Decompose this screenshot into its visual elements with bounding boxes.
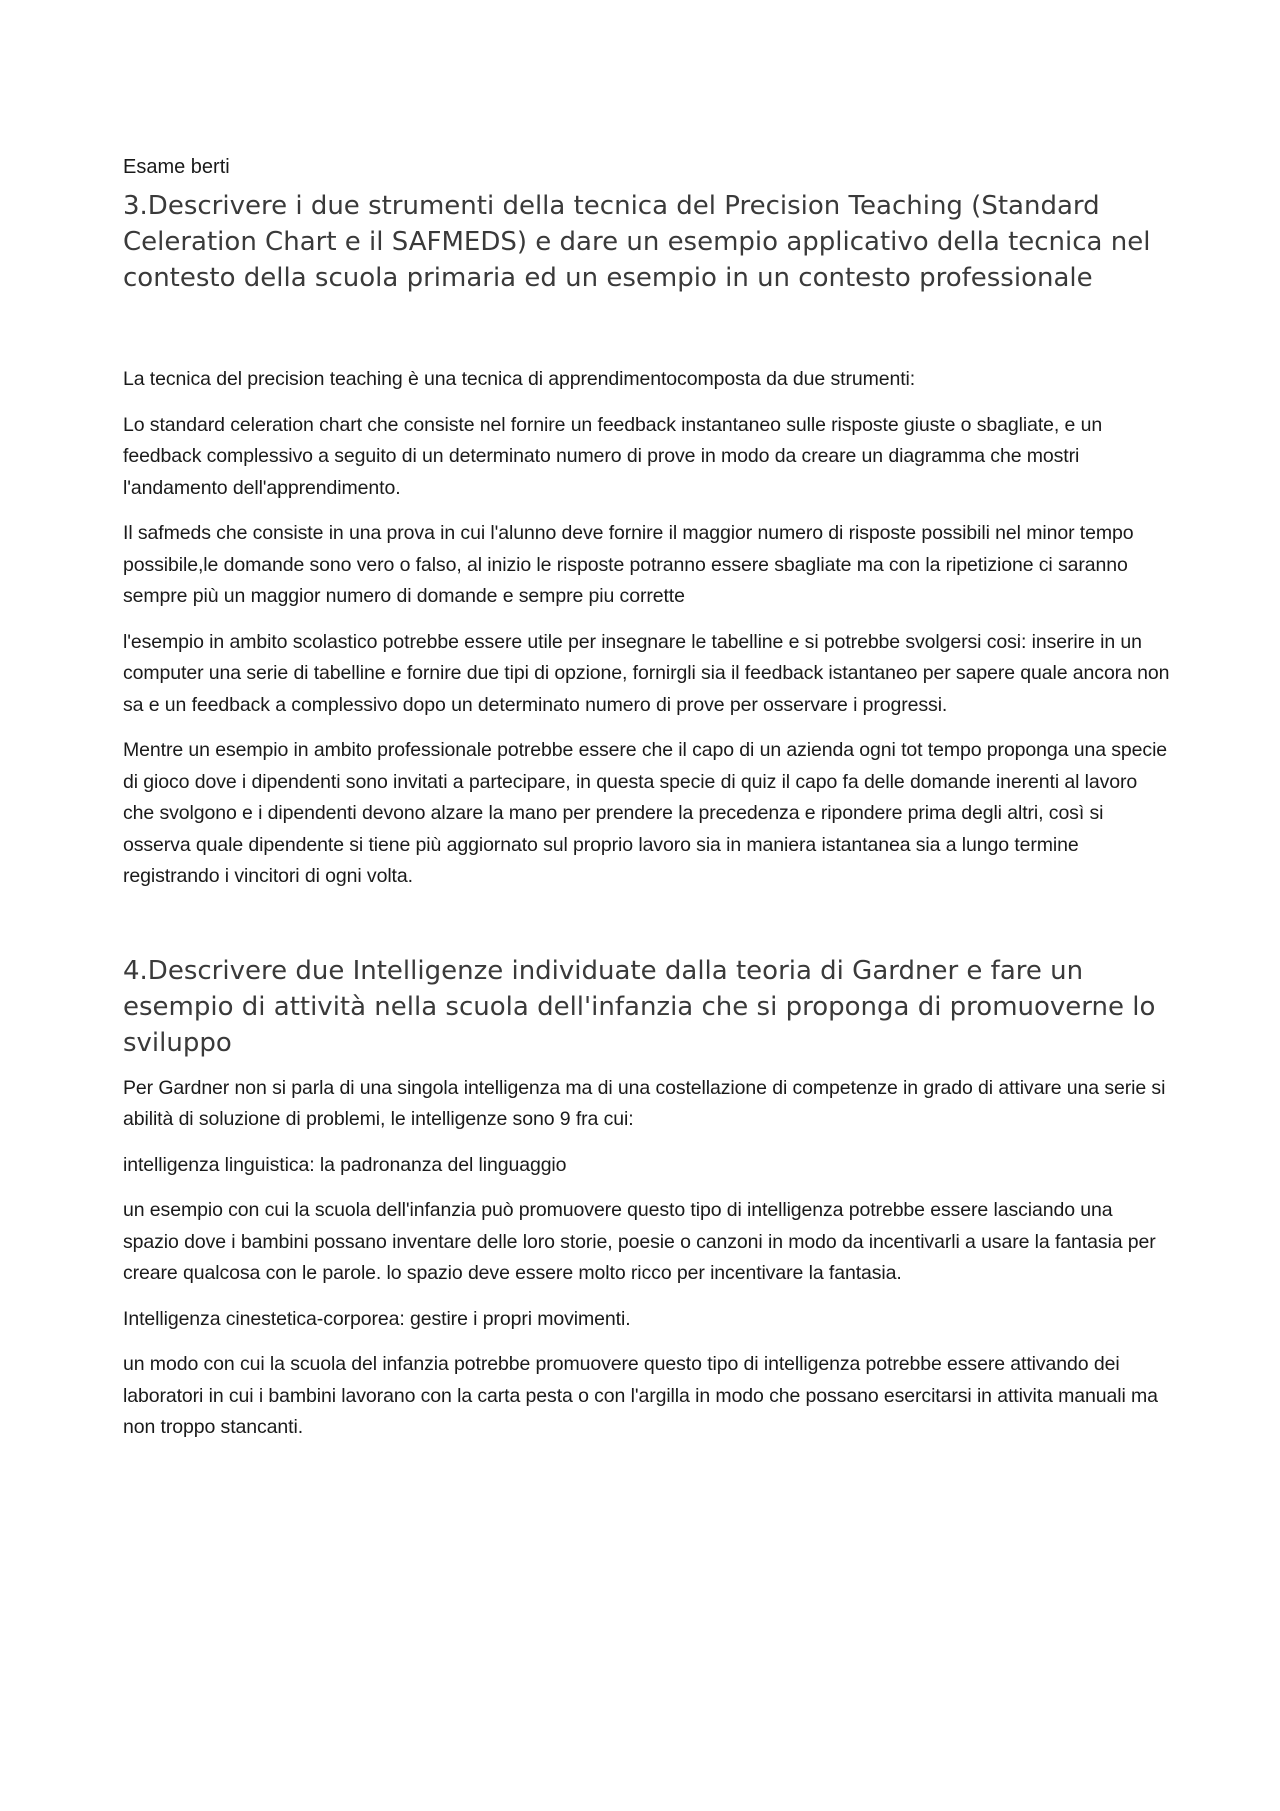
paragraph: Mentre un esempio in ambito professionale potrebbe essere che il capo di un azienda ogni tot tempo proponga una specie di gioco dove i dipendenti sono invitati a partecipare, in questa specie di quiz il capo fa delle domande inerenti al lavoro che svolgono e i dipendenti devono alzare la mano per prendere la precedenza e ripondere prima degli altri, così si osserva quale dipendente si tiene più aggiornato sul proprio lavoro sia in maniera istantanea sia a lungo termine registrando i vincitori di ogni volta. [123, 739, 1168, 887]
paragraph: Lo standard celeration chart che consiste nel fornire un feedback instantaneo sulle risposte giuste o sbagliate, e un feedback complessivo a seguito di un determinato numero di prove in modo da creare un diagramma che mostri l'andamento dell'apprendimento. [123, 413, 1103, 499]
paragraph: l'esempio in ambito scolastico potrebbe essere utile per insegnare le tabelline e si potrebbe svolgersi cosi: inserire in un computer una serie di tabelline e fornire due tipi di opzione, fornirgli sia il feedback istantaneo per sapere quale ancora non sa e un feedback a complessivo dopo un determinato numero di prove per osservare i progressi. [123, 630, 1170, 716]
question-4-heading: 4.Descrivere due Intelligenze individuate dalla teoria di Gardner e fare un esempio di attività nella scuola dell'infanzia che si proponga di promuoverne lo sviluppo [123, 955, 1156, 1058]
paragraph: La tecnica del precision teaching è una tecnica di apprendimentocomposta da due strumenti: [123, 368, 916, 390]
paragraph: Per Gardner non si parla di una singola intelligenza ma di una costellazione di competenze in grado di attivare una serie si abilità di soluzione di problemi, le intelligenze sono 9 fra cui: [123, 1076, 1166, 1130]
paragraph: Intelligenza cinestetica-corporea: gestire i propri movimenti. [123, 1307, 631, 1330]
paragraph: Il safmeds che consiste in una prova in cui l'alunno deve fornire il maggior numero di risposte possibili nel minor tempo possibile,le domande sono vero o falso, al inizio le risposte potranno essere sbagliate ma con la ripetizione ci saranno sempre più un maggior numero di domande e sempre piu corrette [123, 522, 1134, 607]
document-page [123, 152, 1173, 1458]
paragraph: un modo con cui la scuola del infanzia potrebbe promuovere questo tipo di intelligenza potrebbe essere attivando dei laboratori in cui i bambini lavorano con la carta pesta o con l'argilla in modo che possano esercitarsi in attivita manuali ma non troppo stancanti. [123, 1353, 1158, 1438]
paragraph: un esempio con cui la scuola dell'infanzia può promuovere questo tipo di intelligenza potrebbe essere lasciando una spazio dove i bambini possano inventare delle loro storie, poesie o canzoni in modo da incentivarli a usare la fantasia per creare qualcosa con le parole. lo spazio deve essere molto ricco per incentivare la fantasia. [123, 1199, 1156, 1284]
question-3-heading: 3.Descrivere i due strumenti della tecnica del Precision Teaching (Standard Celeration Chart e il SAFMEDS) e dare un esempio applicativo della tecnica nel contesto della scuola primaria ed un esempio in un contesto professionale [123, 191, 1151, 293]
document-title: Esame berti [123, 156, 230, 178]
paragraph: intelligenza linguistica: la padronanza del linguaggio [123, 1153, 567, 1176]
